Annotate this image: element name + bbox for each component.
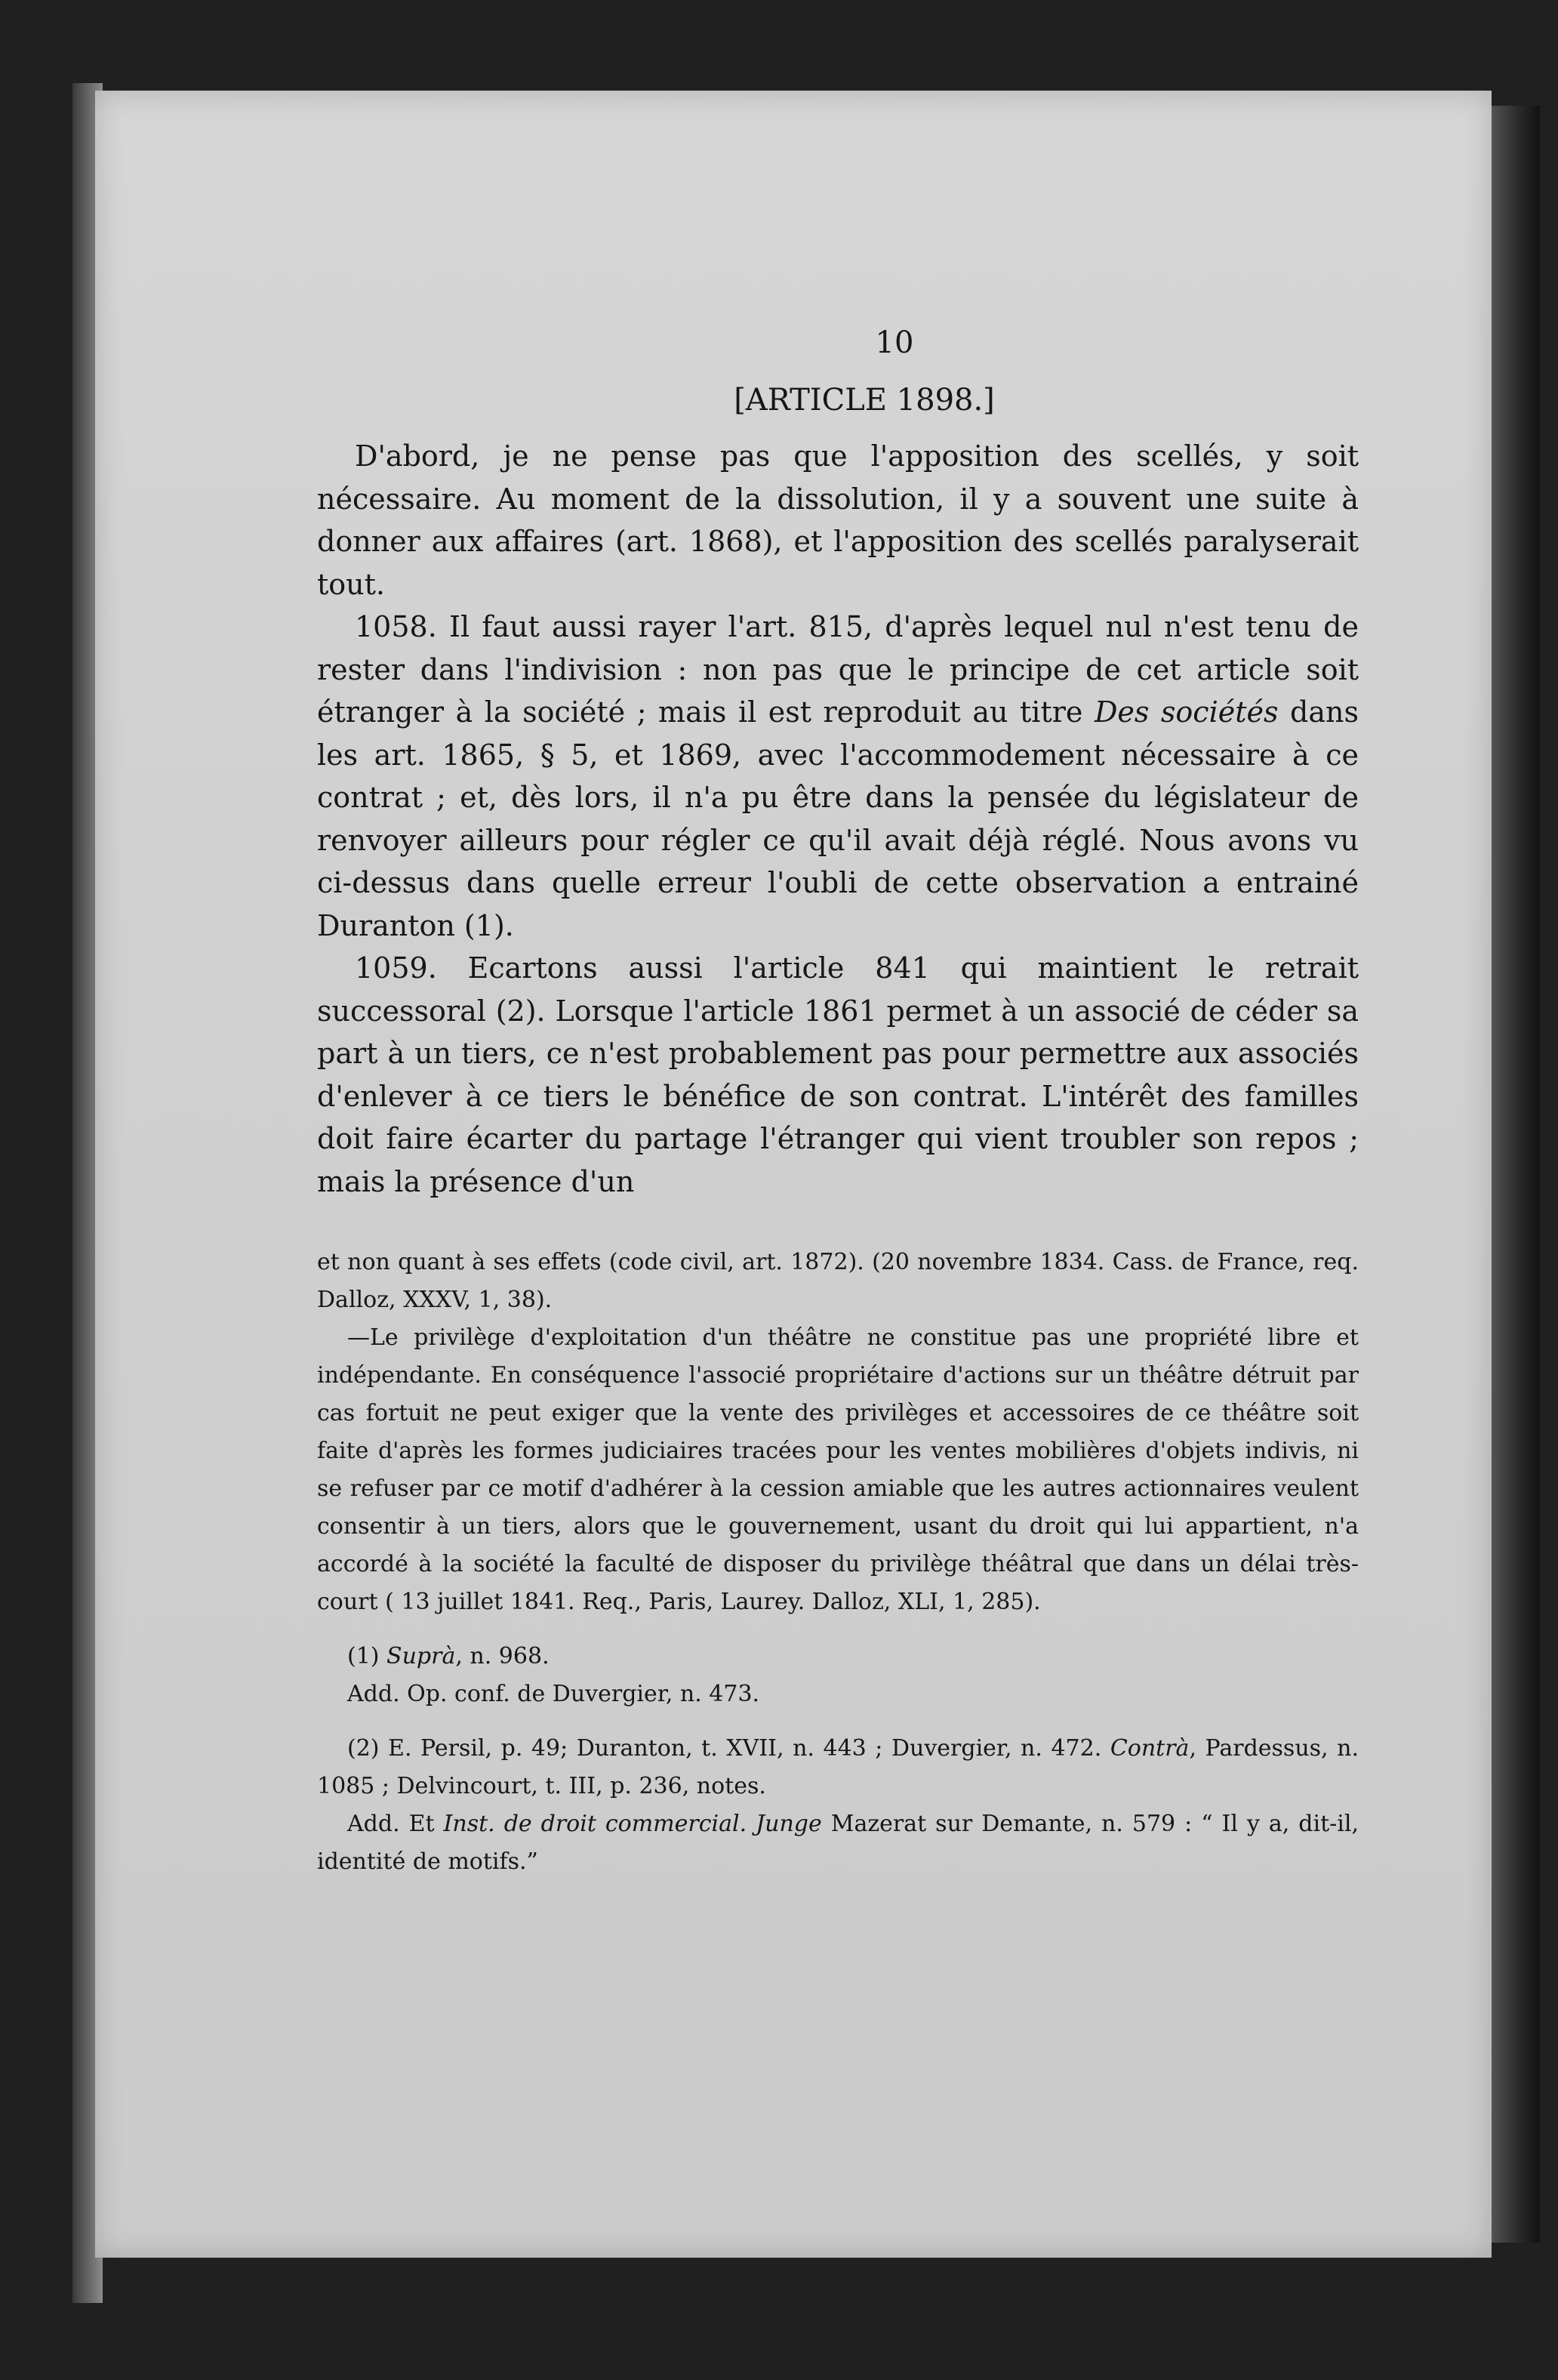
- footnotes: [317, 1244, 1359, 1881]
- footnote-2-part-b: , Pardessus, n. 1085 ; Delvincourt, t. III, p. 236, notes.: [317, 1735, 1359, 1799]
- paragraph-1058: [317, 606, 1359, 947]
- footnote-2-addition-b: Mazerat sur Demante, n. 579 : “ Il y a, dit-il, identité de motifs.”: [317, 1811, 1359, 1875]
- running-head: [ARTICLE 1898.]: [734, 383, 995, 418]
- paragraph-1058-part-a: 1058. Il faut aussi rayer l'art. 815, d'après lequel nul n'est tenu de rester dans l'indivision : non pas que le principe de cet article soit étranger à la société ; mais il est reproduit au titre: [317, 610, 1359, 729]
- note-theatre-privilege: —Le privilège d'exploitation d'un théâtre ne constitue pas une propriété libre et indépendante. En conséquence l'associé propriétaire d'actions sur un théâtre détruit par cas fortuit ne peut exiger que la vente des privilèges et accessoires de ce théâtre soit faite d'après les formes judiciaires tracées pour les ventes mobilières d'objets indivis, ni se refuser par ce motif d'adhérer à la cession amiable que les autres actionnaires veulent consentir à un tiers, alors que le gouvernement, usant du droit qui lui appartient, n'a accordé à la société la faculté de disposer du privilège théâtral que dans un délai très-court ( 13 juillet 1841. Req., Paris, Laurey. Dalloz, XLI, 1, 285).: [317, 1324, 1359, 1615]
- paragraph-1059: 1059. Ecartons aussi l'article 841 qui maintient le retrait successoral (2). Lorsque l'article 1861 permet à un associé de céder sa part à un tiers, ce n'est probablement pas pour permettre aux associés d'enlever à ce tiers le bénéfice de son contrat. L'intérêt des familles doit faire écarter du partage l'étranger qui vient troubler son repos ; mais la présence d'un: [317, 951, 1359, 1198]
- page-number: 10: [875, 325, 914, 360]
- footnote-1-addition: Add. Op. conf. de Duvergier, n. 473.: [347, 1681, 760, 1707]
- book-page-edge: [1487, 106, 1540, 2243]
- paragraph-1: D'abord, je ne pense pas que l'apposition des scellés, y soit nécessaire. Au moment de la dissolution, il y a souvent une suite à donner aux affaires (art. 1868), et l'apposition des scellés paralyserait tout.: [317, 439, 1359, 601]
- footnote-2-addition-a: Add. Et: [347, 1811, 444, 1837]
- footnote-2: [317, 1730, 1359, 1805]
- main-text: [317, 435, 1359, 1203]
- book-page: [95, 91, 1492, 2258]
- page-text: [317, 325, 1359, 1881]
- footnote-1: [317, 1638, 1359, 1676]
- footnote-2-addition: [317, 1805, 1359, 1881]
- note-continued: et non quant à ses effets (code civil, art. 1872). (20 novembre 1834. Cass. de France, req. Dalloz, XXXV, 1, 38).: [317, 1249, 1359, 1313]
- footnote-1-ref: , n. 968.: [455, 1643, 550, 1669]
- footnote-1-supra: Suprà: [386, 1643, 456, 1669]
- footnote-2-contra: Contrà: [1110, 1735, 1190, 1762]
- paragraph-1058-part-b: dans les art. 1865, § 5, et 1869, avec l'accommodement nécessaire à ce contrat ; et, dès lors, il n'a pu être dans la pensée du législateur de renvoyer ailleurs pour régler ce qu'il avait déjà réglé. Nous avons vu ci-dessus dans quelle erreur l'oubli de cette observation a entrainé Duranton (1).: [317, 695, 1359, 942]
- footnote-2-part-a: (2) E. Persil, p. 49; Duranton, t. XVII, n. 443 ; Duvergier, n. 472.: [347, 1735, 1110, 1762]
- footnote-1-marker: (1): [347, 1643, 387, 1669]
- footnote-2-addition-italic: Inst. de droit commercial. Junge: [443, 1811, 822, 1837]
- title-des-societes: Des sociétés: [1094, 695, 1279, 729]
